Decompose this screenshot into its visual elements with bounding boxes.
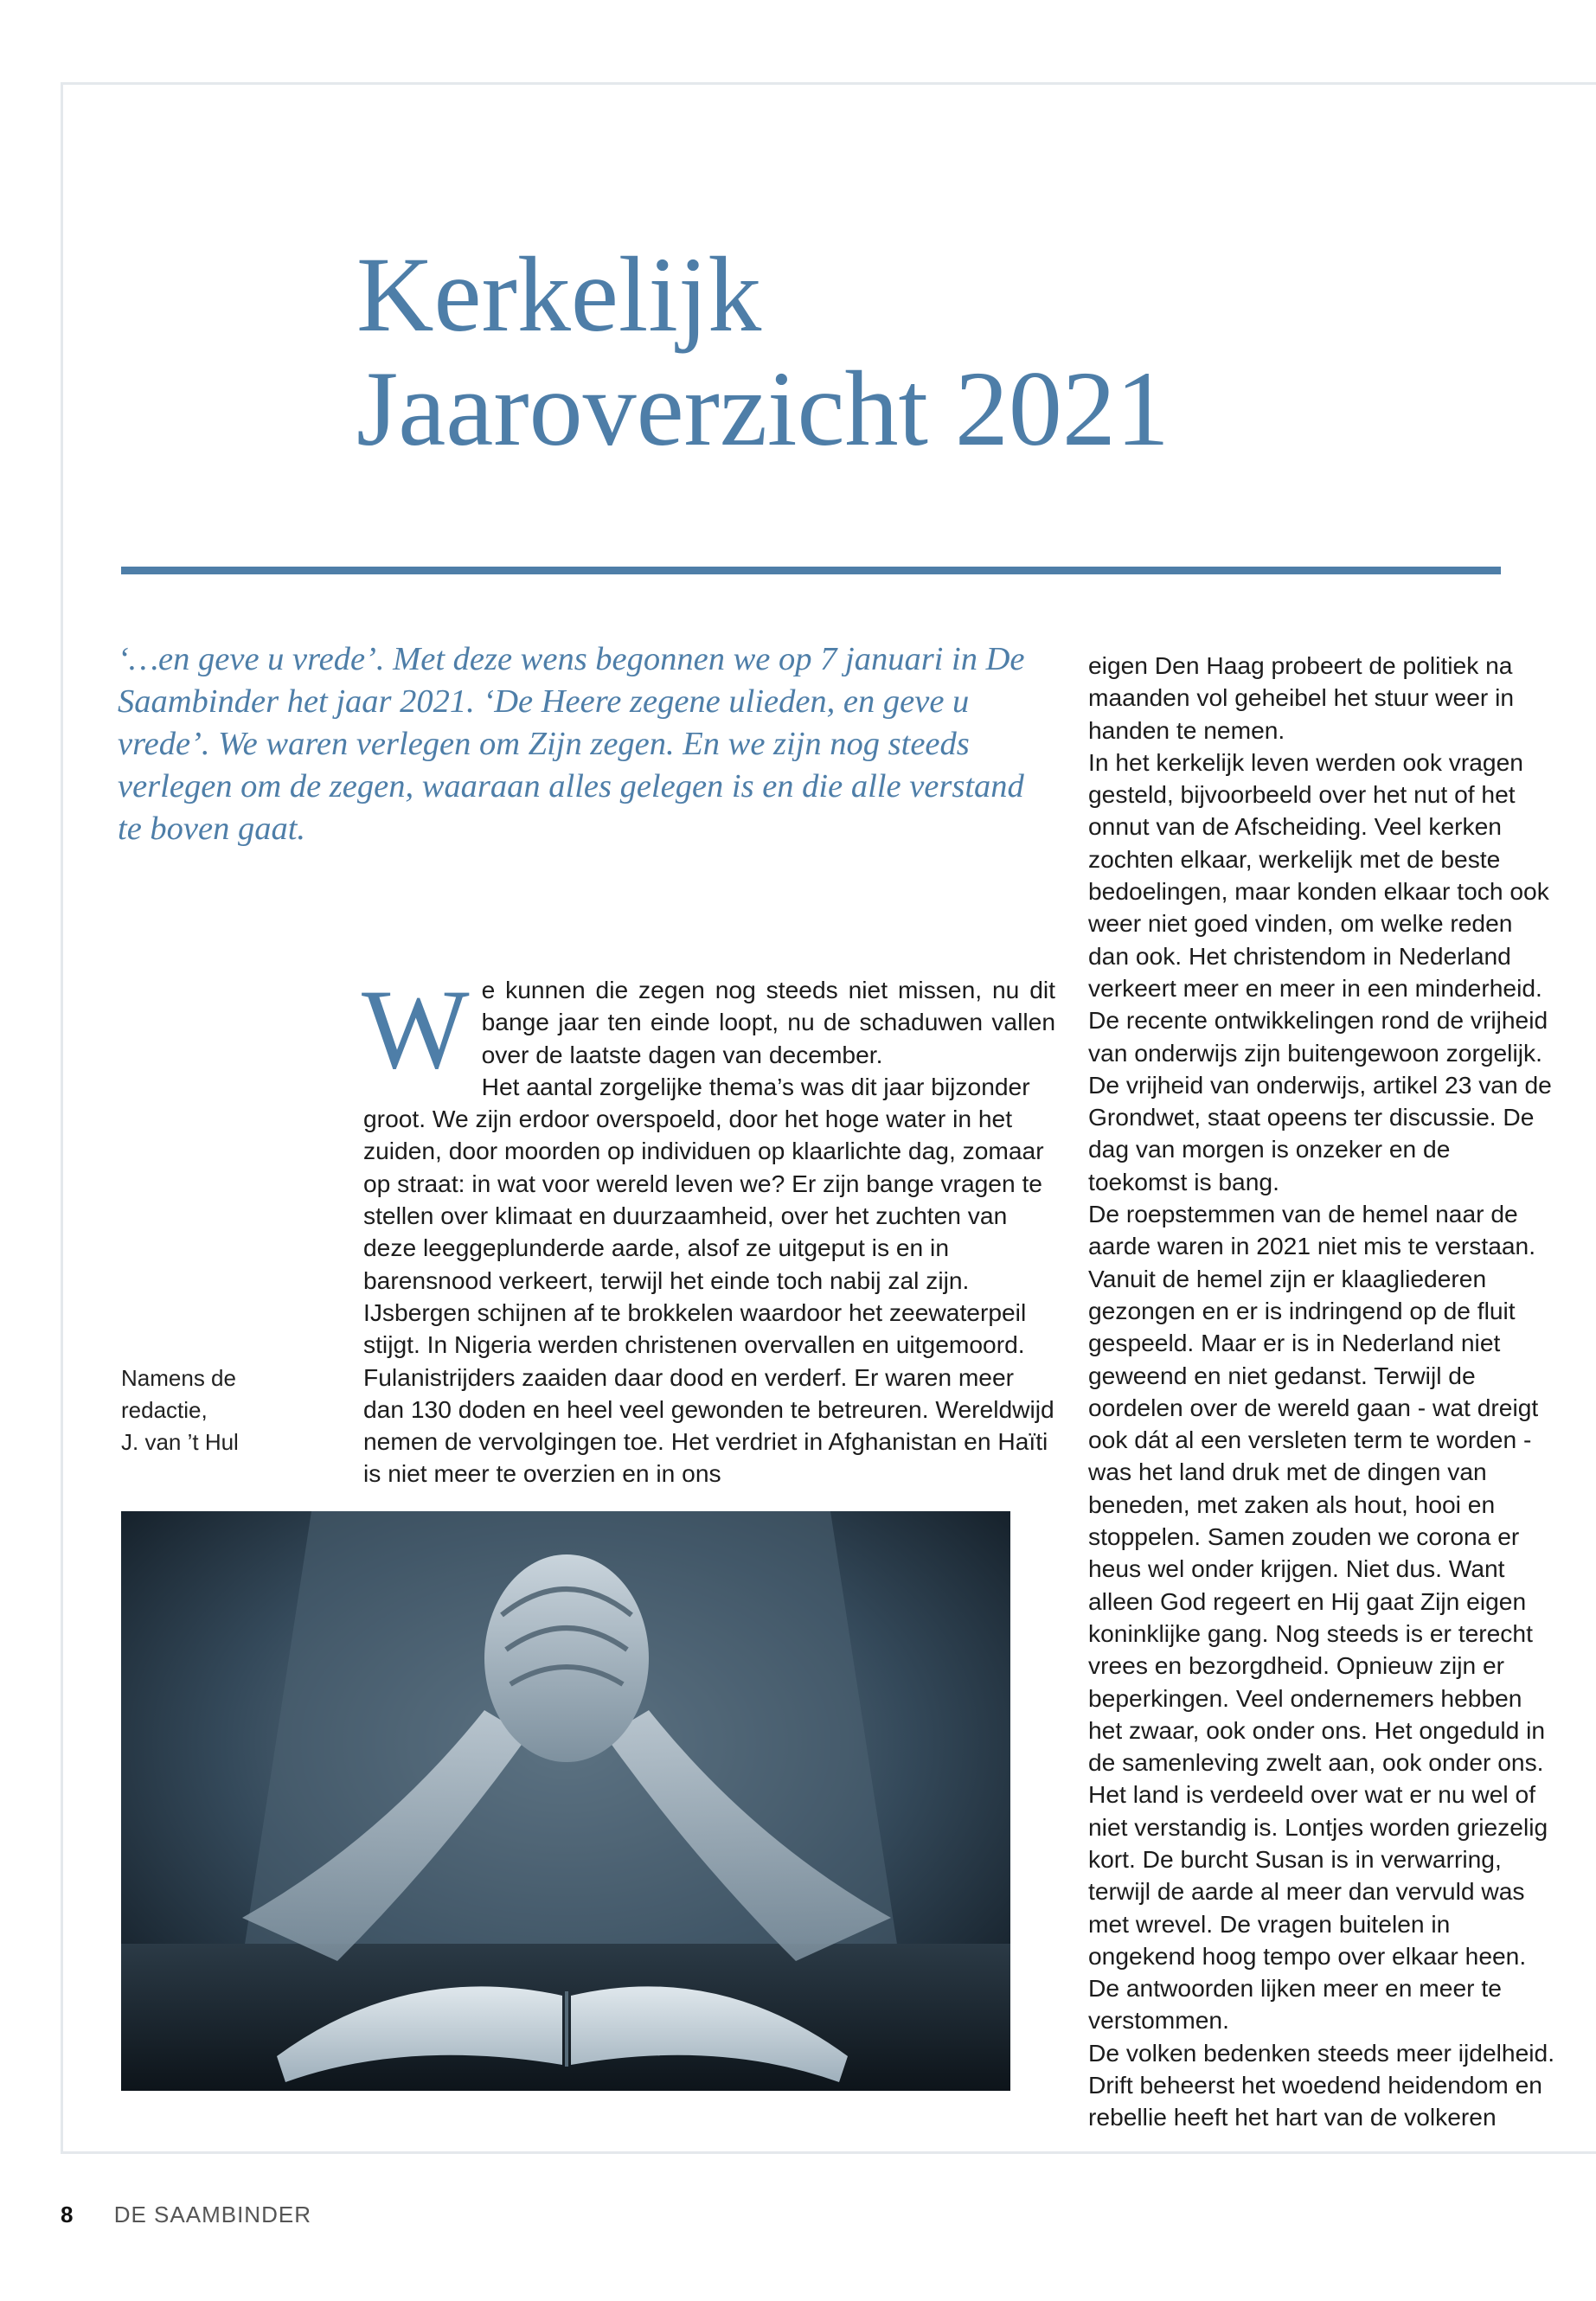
title-line-1: Kerkelijk <box>356 235 762 354</box>
drop-cap: W <box>362 965 470 1093</box>
title-divider <box>121 567 1501 574</box>
article-column-right <box>1088 650 1555 2134</box>
article-paragraph-5: De roepstemmen van de hemel naar de aarde waren in 2021 niet mis te verstaan. Vanuit de hemel zijn er klaagliederen gezongen en er is indringend op de fluit gespeeld. Maar er is in Nederland niet geweend en niet gedanst. Terwijl de oordelen over de wereld gaan - wat dreigt ook dát al een versleten term te worden - was het land druk met de dingen van beneden, met zaken als hout, hooi en stoppelen. Samen zouden we corona er heus wel onder krijgen. Niet dus. Want alleen God regeert en Hij gaat Zijn eigen koninklijke gang. Nog steeds is er terecht vrees en bezorgdheid. Opnieuw zijn er beperkingen. Veel ondernemers hebben het zwaar, ook onder ons. Het ongeduld in de samenleving zwelt aan, ook onder ons. Het land is verdeeld over wat er nu wel of niet verstandig is. Lontjes worden griezelig kort. De burcht Susan is in verwarring, terwijl de aarde al meer dan vervuld was met wrevel. De vragen buitelen in ongekend hoog tempo over elkaar heen. De antwoorden lijken meer en meer te verstommen. <box>1088 1200 1548 2035</box>
article-paragraph-4: In het kerkelijk leven werden ook vragen gesteld, bijvoorbeeld over het nut of het onnut van de Afscheiding. Veel kerken zochten elkaar, werkelijk met de beste bedoelingen, maar konden elkaar toch ook weer niet goed vinden, om welke reden dan ook. Het christendom in Nederland verkeert meer en meer in een minderheid. De recente ontwikkelingen rond de vrijheid van onderwijs zijn buitengewoon zorgelijk. De vrijheid van onderwijs, artikel 23 van de Grondwet, staat opeens ter discussie. De dag van morgen is onzeker en de toekomst is bang. <box>1088 747 1552 1195</box>
article-column-middle <box>362 965 1055 1490</box>
signature-line-2: redactie, <box>121 1397 208 1423</box>
article-paragraph-3: eigen Den Haag probeert de politiek na maanden vol geheibel het stuur weer in handen te nemen. <box>1088 651 1515 744</box>
title-line-2: Jaaroverzicht 2021 <box>356 349 1170 468</box>
page-title <box>356 235 1394 468</box>
article-paragraph-2: Het aantal zorgelijke thema’s was dit jaar bijzonder groot. We zijn erdoor overspoeld, door het hoge water in het zuiden, door moorden op individuen op klaarlichte dag, zomaar op straat: in wat voor wereld leven we? Er zijn bange vragen te stellen over klimaat en duurzaamheid, over het zuchten van deze leeggeplunderde aarde, alsof ze uitgeput is en in barensnood verkeert, terwijl het einde toch nabij zal zijn. IJsbergen schijnen af te brokkelen waardoor het zeewaterpeil stijgt. In Nigeria werden christenen overvallen en uitgemoord. Fulanistrijders zaaiden daar dood en verderf. Er waren meer dan 130 doden en heel veel gewonden te betreuren. Wereldwijd nemen de vervolgingen toe. Het verdriet in Afghanistan en Haïti is niet meer te overzien en in ons <box>363 1072 1054 1488</box>
article-paragraph-1: e kunnen die zegen nog steeds niet missen, nu dit bange jaar ten einde loopt, nu de schaduwen vallen over de laatste dagen van december. <box>481 976 1055 1068</box>
magazine-name: DE SAAMBINDER <box>113 2202 311 2227</box>
signature-line-3: J. van ’t Hul <box>121 1429 239 1455</box>
praying-hands-bible-photo <box>121 1511 1010 2091</box>
article-paragraph-6: De volken bedenken steeds meer ijdelheid. Drift beheerst het woedend heidendom en rebellie heeft het hart van de volkeren <box>1088 2038 1555 2131</box>
clasped-hands <box>484 1554 649 1762</box>
signature-line-1: Namens de <box>121 1365 236 1391</box>
page-number: 8 <box>61 2202 74 2227</box>
photo-illustration <box>121 1511 1010 2091</box>
signature <box>121 1362 329 1458</box>
page-footer <box>61 2202 311 2228</box>
intro-quote: ‘…en geve u vrede’. Met deze wens begonnen we op 7 januari in De Saambinder het jaar 2021. ‘De Heere zegene ulieden, en geve u vrede’. We waren verlegen om Zijn zegen. En we zijn nog steeds verlegen om de zegen, waaraan alles gelegen is en die alle verstand te boven gaat. <box>118 641 1025 847</box>
article-opening-paragraph <box>362 965 1055 1093</box>
